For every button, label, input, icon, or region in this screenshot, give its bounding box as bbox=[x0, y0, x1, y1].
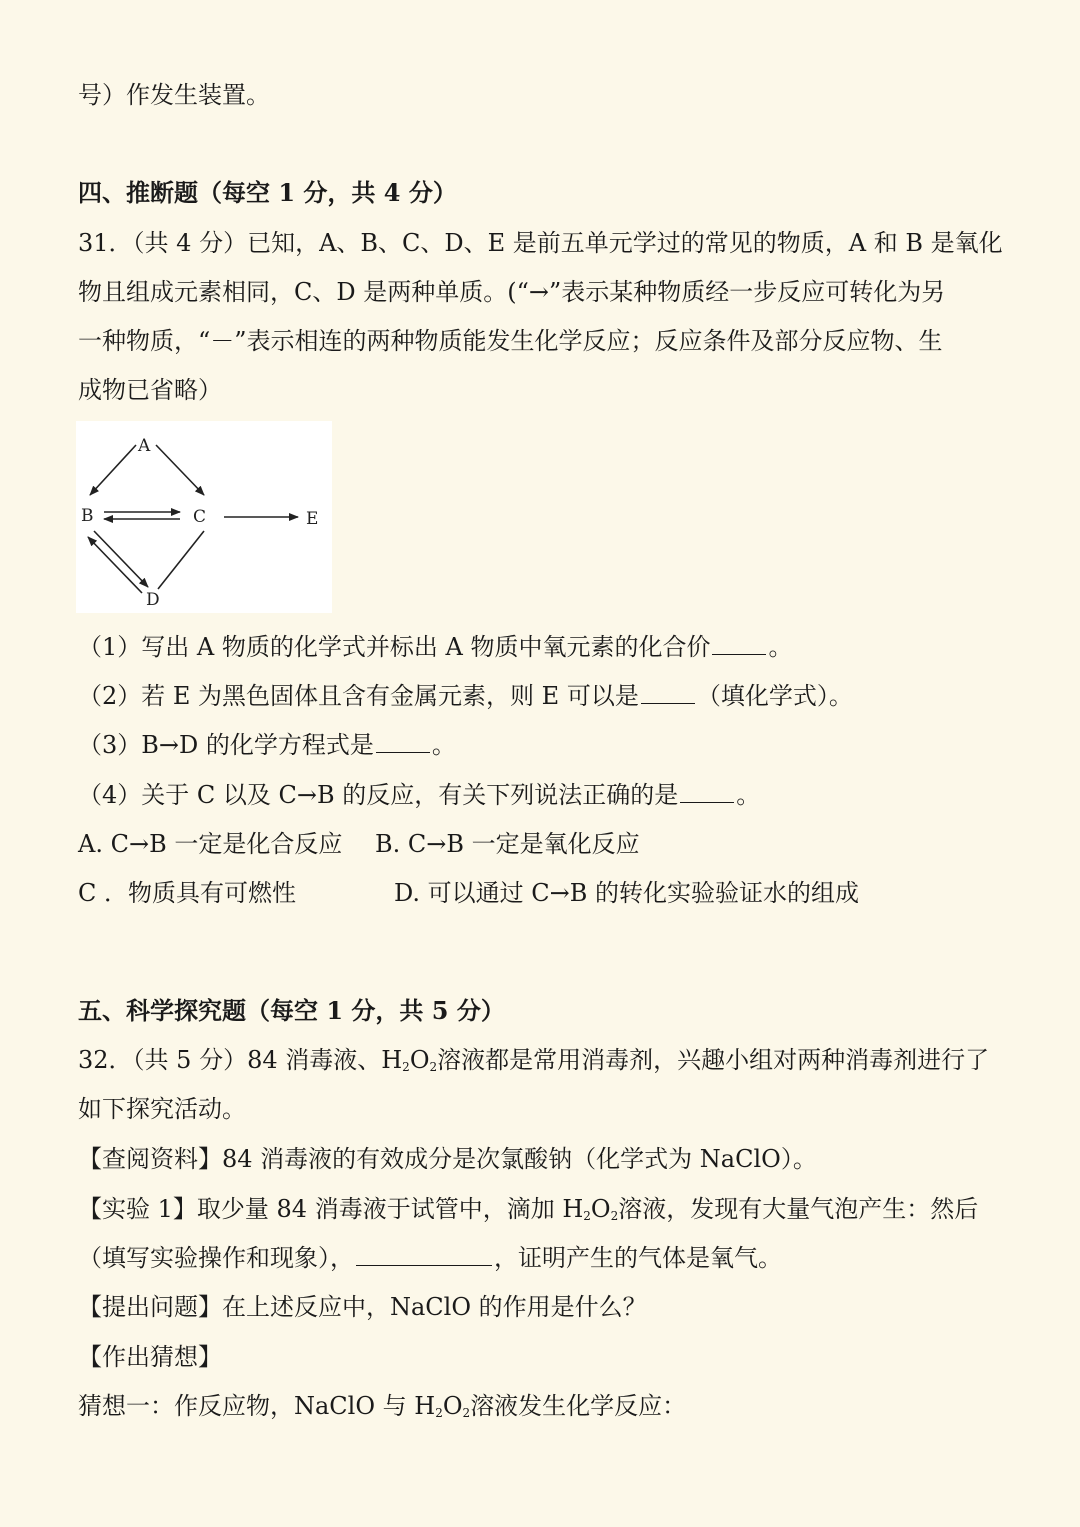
q31-part-1 bbox=[78, 630, 1008, 664]
q31-part-1-end: 。 bbox=[768, 633, 793, 661]
q32-line-5-b: ，证明产生的气体是氧气。 bbox=[494, 1244, 782, 1272]
subscript: 2 bbox=[610, 1209, 619, 1223]
section-5-title: 五、科学探究题（每空 1 分，共 5 分） bbox=[78, 996, 505, 1025]
section-4-title: 四、推断题（每空 1 分，共 4 分） bbox=[78, 178, 457, 207]
q32-line-2: 如下探究活动。 bbox=[78, 1095, 246, 1123]
option-d: D. 可以通过 C→B 的转化实验验证水的组成 bbox=[394, 879, 860, 907]
q31-part-2-end: （填化学式）。 bbox=[696, 682, 853, 710]
answer-blank[interactable] bbox=[641, 681, 695, 704]
q32-line-3: 【查阅资料】84 消毒液的有效成分是次氯酸钠（化学式为 NaClO）。 bbox=[78, 1145, 817, 1173]
answer-blank[interactable] bbox=[356, 1243, 492, 1266]
q31-part-4 bbox=[78, 778, 1008, 812]
subscript: 2 bbox=[462, 1406, 471, 1420]
subscript: 2 bbox=[402, 1060, 410, 1074]
option-c: C ．物质具有可燃性 bbox=[78, 879, 296, 907]
q32-line-5 bbox=[78, 1241, 1008, 1275]
q32-line-1-b: O bbox=[409, 1046, 430, 1074]
q31-line-3: 一种物质，“－”表示相连的两种物质能发生化学反应；反应条件及部分反应物、生 bbox=[78, 327, 943, 355]
answer-blank[interactable] bbox=[680, 780, 734, 803]
option-a: A. C→B 一定是化合反应 bbox=[78, 830, 343, 858]
q31-part-4-text: （4）关于 C 以及 C→B 的反应，有关下列说法正确的是 bbox=[78, 781, 679, 809]
answer-blank[interactable] bbox=[376, 730, 430, 753]
node-a: A bbox=[138, 436, 151, 456]
q31-line-4: 成物已省略） bbox=[78, 376, 222, 404]
q32-line-4 bbox=[78, 1192, 1008, 1233]
node-b: B bbox=[81, 506, 94, 526]
q32-line-4-b: O bbox=[590, 1195, 611, 1223]
q31-part-3-text: （3）B→D 的化学方程式是 bbox=[78, 731, 374, 759]
arrow-a-to-b bbox=[90, 445, 136, 495]
arrow-b-to-d bbox=[94, 531, 148, 587]
q32-line-1-c: 溶液都是常用消毒剂，兴趣小组对两种消毒剂进行了 bbox=[437, 1046, 990, 1074]
reaction-diagram-svg bbox=[76, 421, 332, 613]
answer-blank[interactable] bbox=[712, 632, 766, 655]
q31-part-1-text: （1）写出 A 物质的化学式并标出 A 物质中氧元素的化合价 bbox=[78, 633, 711, 661]
q32-line-5-a: （填写实验操作和现象）， bbox=[78, 1244, 354, 1272]
q31-part-3 bbox=[78, 728, 1008, 762]
q31-line-2: 物且组成元素相同，C、D 是两种单质。(“→”表示某种物质经一步反应可转化为另 bbox=[78, 278, 946, 306]
q32-line-7: 【作出猜想】 bbox=[78, 1343, 222, 1371]
node-e: E bbox=[306, 509, 319, 529]
q31-part-2 bbox=[78, 679, 1008, 713]
q32-line-1 bbox=[78, 1043, 1008, 1084]
arrow-d-to-b bbox=[88, 537, 142, 593]
line-1: 号）作发生装置。 bbox=[78, 81, 270, 109]
q32-line-6: 【提出问题】在上述反应中，NaClO 的作用是什么？ bbox=[78, 1293, 647, 1321]
reaction-diagram bbox=[76, 421, 332, 613]
node-d: D bbox=[146, 590, 160, 610]
subscript: 2 bbox=[583, 1209, 591, 1223]
q31-line-1: 31．（共 4 分）已知，A、B、C、D、E 是前五单元学过的常见的物质，A 和 B 是氧化 bbox=[78, 229, 1003, 257]
q32-line-4-c: 溶液，发现有大量气泡产生：然后 bbox=[618, 1195, 979, 1223]
subscript: 2 bbox=[435, 1406, 443, 1420]
q32-line-8-c: 溶液发生化学反应： bbox=[470, 1392, 687, 1420]
q32-line-8-b: O bbox=[442, 1392, 463, 1420]
q32-line-1-a: 32．（共 5 分）84 消毒液、H bbox=[78, 1046, 403, 1074]
q31-part-2-text: （2）若 E 为黑色固体且含有金属元素，则 E 可以是 bbox=[78, 682, 639, 710]
q31-part-3-end: 。 bbox=[431, 731, 456, 759]
q32-line-4-a: 【实验 1】取少量 84 消毒液于试管中，滴加 H bbox=[78, 1195, 584, 1223]
q32-line-8-a: 猜想一：作反应物，NaClO 与 H bbox=[78, 1392, 436, 1420]
q32-line-8 bbox=[78, 1389, 1008, 1430]
subscript: 2 bbox=[429, 1060, 438, 1074]
arrow-a-to-c bbox=[156, 445, 204, 495]
option-b: B. C→B 一定是氧化反应 bbox=[375, 830, 640, 858]
q31-part-4-end: 。 bbox=[736, 781, 761, 809]
node-c: C bbox=[193, 507, 207, 527]
link-c-d bbox=[158, 531, 204, 589]
